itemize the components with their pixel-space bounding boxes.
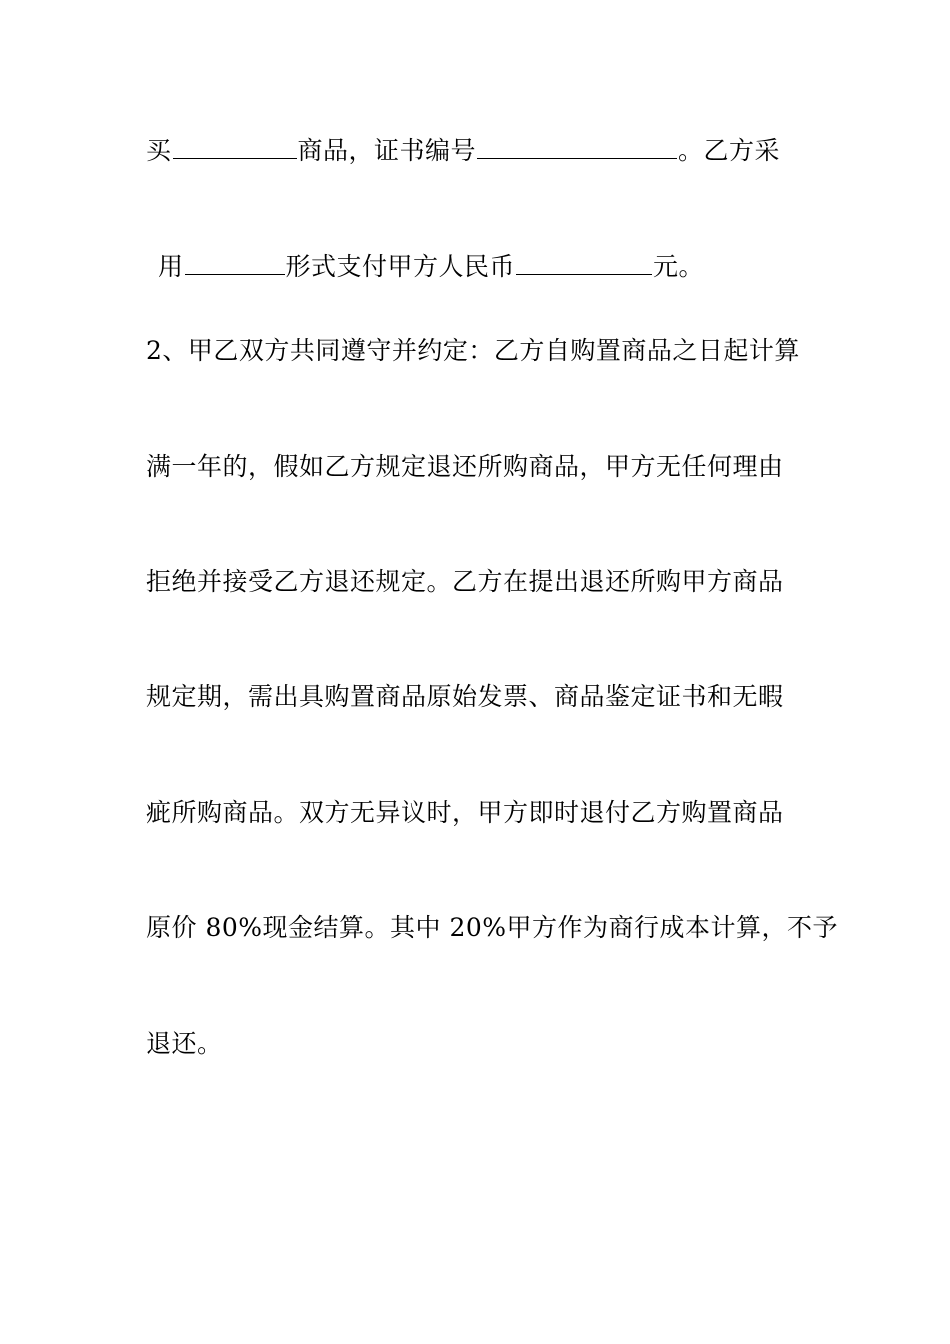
- blank-certificate-number: [477, 134, 677, 159]
- paragraph-line-6: 规定期，需出具购置商品原始发票、商品鉴定证书和无暇: [146, 682, 784, 711]
- line-1-text-a: 买: [146, 136, 172, 165]
- line-2-text-c: 元。: [653, 252, 705, 281]
- paragraph-line-9: 退还。: [146, 1029, 223, 1058]
- line-2-text-a: 用: [158, 252, 184, 281]
- paragraph-line-7: 疵所购商品。双方无异议时，甲方即时退付乙方购置商品: [146, 798, 784, 827]
- paragraph-line-4: 满一年的，假如乙方规定退还所购商品，甲方无任何理由: [146, 452, 784, 481]
- line-1-text-b: 商品，证书编号: [297, 136, 477, 165]
- paragraph-line-5: 拒绝并接受乙方退还规定。乙方在提出退还所购甲方商品: [146, 567, 784, 596]
- paragraph-line-2: [158, 250, 704, 283]
- blank-product: [173, 134, 297, 159]
- line-1-text-c: 。乙方采: [678, 136, 781, 165]
- blank-payment-form: [185, 250, 285, 275]
- line-2-text-b: 形式支付甲方人民币: [285, 252, 516, 281]
- blank-amount: [516, 250, 652, 275]
- paragraph-line-3: 2、甲乙双方共同遵守并约定：乙方自购置商品之日起计算: [146, 336, 800, 365]
- paragraph-line-1: [146, 134, 780, 167]
- paragraph-line-8: 原价 80%现金结算。其中 20%甲方作为商行成本计算，不予: [146, 913, 839, 942]
